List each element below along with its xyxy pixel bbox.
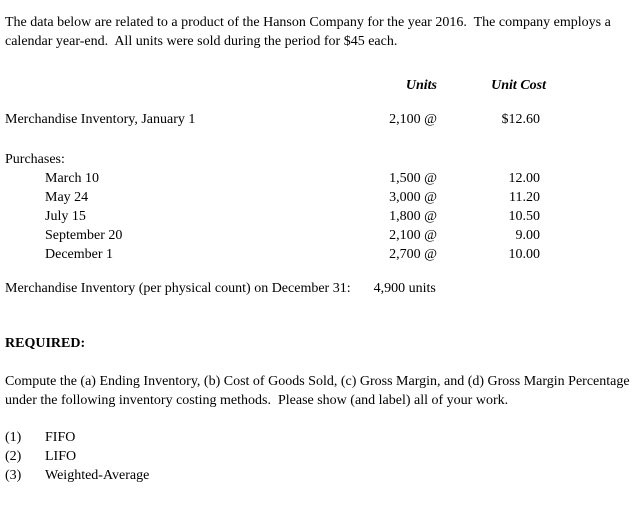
beginning-inventory-units: 2,100 @ bbox=[389, 112, 437, 127]
purchases-section-label: Purchases: bbox=[5, 152, 65, 167]
method-number: (3) bbox=[5, 468, 22, 483]
purchase-date: July 15 bbox=[45, 209, 86, 224]
method-number: (1) bbox=[5, 430, 22, 445]
purchase-units: 2,700 @ bbox=[389, 247, 437, 262]
purchase-unit-cost: 10.50 bbox=[508, 209, 540, 224]
list-item bbox=[5, 428, 640, 447]
method-label: LIFO bbox=[45, 449, 77, 464]
purchase-unit-cost: 11.20 bbox=[509, 190, 540, 205]
table-row bbox=[5, 188, 551, 207]
purchase-units: 3,000 @ bbox=[389, 190, 437, 205]
list-item bbox=[5, 466, 640, 485]
purchase-units: 2,100 @ bbox=[389, 228, 437, 243]
purchase-unit-cost: 10.00 bbox=[508, 247, 540, 262]
purchase-date: December 1 bbox=[45, 247, 114, 262]
purchase-date: March 10 bbox=[45, 171, 100, 186]
purchase-date: September 20 bbox=[45, 228, 123, 243]
intro-paragraph: The data below are related to a product of the Hanson Company for the year 2016. The company employs a calendar year-end. All units were sold during the period for $45 each. bbox=[5, 15, 615, 49]
physical-count-label: Merchandise Inventory (per physical count) on December 31: bbox=[5, 281, 351, 296]
required-heading: REQUIRED: bbox=[5, 336, 86, 351]
physical-count-value: 4,900 units bbox=[373, 281, 436, 296]
required-paragraph: Compute the (a) Ending Inventory, (b) Cost of Goods Sold, (c) Gross Margin, and (d) Gross Margin Percentage under the following inventory costing methods. Please show (and label) all of your work. bbox=[5, 374, 634, 408]
purchase-unit-cost: 9.00 bbox=[515, 228, 540, 243]
unit-cost-column-header: Unit Cost bbox=[491, 78, 546, 93]
purchase-date: May 24 bbox=[45, 190, 89, 205]
beginning-inventory-label: Merchandise Inventory, January 1 bbox=[5, 112, 196, 127]
table-row bbox=[5, 226, 551, 245]
table-row bbox=[5, 207, 551, 226]
table-header-row bbox=[5, 76, 551, 95]
method-number: (2) bbox=[5, 449, 22, 464]
inventory-table bbox=[5, 76, 551, 264]
methods-list bbox=[5, 428, 640, 485]
purchase-unit-cost: 12.00 bbox=[508, 171, 540, 186]
units-column-header: Units bbox=[405, 78, 437, 93]
physical-count-line bbox=[5, 279, 640, 298]
purchase-units: 1,800 @ bbox=[389, 209, 437, 224]
header-spacer bbox=[5, 76, 350, 95]
table-row bbox=[5, 245, 551, 264]
beginning-inventory-row bbox=[5, 110, 551, 129]
list-item bbox=[5, 447, 640, 466]
table-row bbox=[5, 169, 551, 188]
method-label: Weighted-Average bbox=[45, 468, 150, 483]
method-label: FIFO bbox=[45, 430, 76, 445]
beginning-inventory-unit-cost: $12.60 bbox=[501, 112, 540, 127]
purchase-units: 1,500 @ bbox=[389, 171, 437, 186]
